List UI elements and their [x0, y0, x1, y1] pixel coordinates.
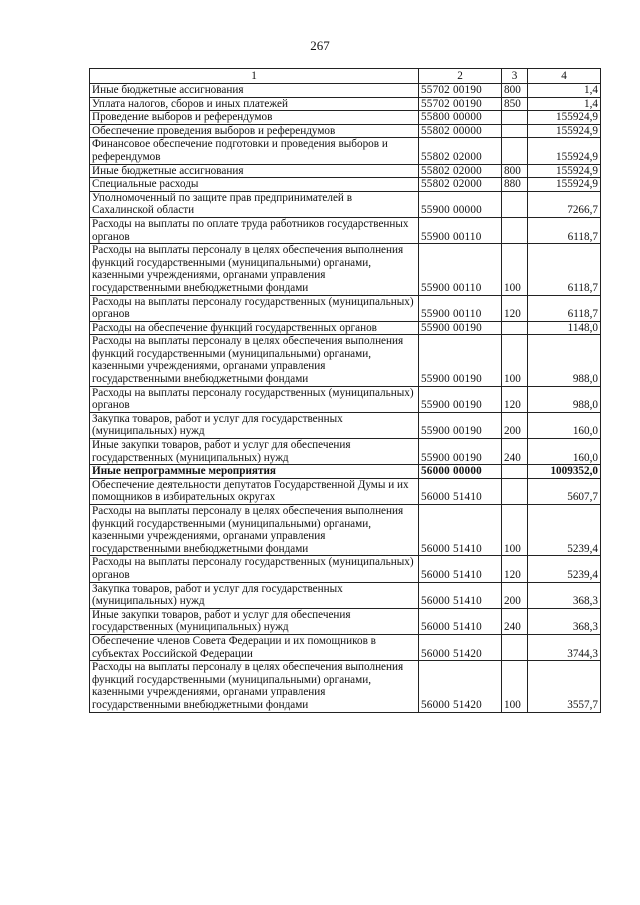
table-row: [90, 634, 601, 660]
row-code: 55900 00110: [419, 244, 502, 295]
table-row: [90, 191, 601, 217]
row-amount: 368,3: [528, 582, 601, 608]
row-code: 56000 51410: [419, 556, 502, 582]
row-code: 55900 00110: [419, 295, 502, 321]
row-code: 56000 51410: [419, 505, 502, 556]
table-row: [90, 386, 601, 412]
row-expense-type: 880: [502, 178, 528, 192]
table-row: [90, 178, 601, 192]
row-description: Расходы на выплаты персоналу в целях обеспечения выполнения функций государственными (муниципальными) органами, казенными учреждениями, органами управления государственными внебюджетными фондами: [90, 505, 419, 556]
row-amount: 3557,7: [528, 661, 601, 712]
row-amount: 5239,4: [528, 505, 601, 556]
row-amount: 1009352,0: [528, 465, 601, 479]
row-code: 55702 00190: [419, 97, 502, 111]
table-row: [90, 582, 601, 608]
row-code: 56000 00000: [419, 465, 502, 479]
row-amount: 1,4: [528, 97, 601, 111]
row-code: 56000 51420: [419, 634, 502, 660]
row-amount: 6118,7: [528, 217, 601, 243]
table-row: [90, 138, 601, 164]
row-code: 55900 00190: [419, 386, 502, 412]
row-code: 56000 51410: [419, 478, 502, 504]
row-expense-type: [502, 138, 528, 164]
row-description: Обеспечение членов Совета Федерации и их помощников в субъектах Российской Федерации: [90, 634, 419, 660]
row-description: Расходы на обеспечение функций государственных органов: [90, 321, 419, 335]
table-row: [90, 465, 601, 479]
row-description: Расходы на выплаты персоналу государственных (муниципальных) органов: [90, 386, 419, 412]
row-description: Иные непрограммные мероприятия: [90, 465, 419, 479]
row-code: 55802 02000: [419, 178, 502, 192]
row-expense-type: [502, 191, 528, 217]
table-row: [90, 608, 601, 634]
row-amount: 3744,3: [528, 634, 601, 660]
row-description: Расходы на выплаты персоналу государственных (муниципальных) органов: [90, 295, 419, 321]
row-description: Расходы на выплаты персоналу в целях обеспечения выполнения функций государственными (муниципальными) органами, казенными учреждениями, органами управления государственными внебюджетными фондами: [90, 661, 419, 712]
row-code: 55900 00190: [419, 335, 502, 386]
row-description: Иные бюджетные ассигнования: [90, 164, 419, 178]
row-description: Специальные расходы: [90, 178, 419, 192]
row-code: 55900 00110: [419, 217, 502, 243]
row-amount: 5607,7: [528, 478, 601, 504]
row-code: 55802 02000: [419, 164, 502, 178]
row-expense-type: [502, 321, 528, 335]
row-code: 55900 00190: [419, 321, 502, 335]
row-amount: 988,0: [528, 386, 601, 412]
row-code: 55800 00000: [419, 111, 502, 125]
row-amount: 368,3: [528, 608, 601, 634]
row-expense-type: 800: [502, 84, 528, 98]
table-row: [90, 84, 601, 98]
row-amount: 1148,0: [528, 321, 601, 335]
row-code: 55900 00190: [419, 412, 502, 438]
row-code: 55702 00190: [419, 84, 502, 98]
row-description: Закупка товаров, работ и услуг для государственных (муниципальных) нужд: [90, 582, 419, 608]
row-amount: 155924,9: [528, 178, 601, 192]
row-code: 56000 51420: [419, 661, 502, 712]
row-amount: 155924,9: [528, 124, 601, 138]
table-row: [90, 124, 601, 138]
row-expense-type: 100: [502, 244, 528, 295]
row-amount: 988,0: [528, 335, 601, 386]
row-expense-type: 800: [502, 164, 528, 178]
row-amount: 6118,7: [528, 295, 601, 321]
row-amount: 160,0: [528, 439, 601, 465]
row-expense-type: 100: [502, 661, 528, 712]
row-description: Финансовое обеспечение подготовки и проведения выборов и референдумов: [90, 138, 419, 164]
table-row: [90, 217, 601, 243]
row-expense-type: 200: [502, 412, 528, 438]
row-expense-type: 120: [502, 386, 528, 412]
table-row: [90, 295, 601, 321]
row-expense-type: [502, 465, 528, 479]
row-expense-type: 240: [502, 608, 528, 634]
table-row: [90, 321, 601, 335]
row-description: Расходы на выплаты персоналу в целях обеспечения выполнения функций государственными (муниципальными) органами, казенными учреждениями, органами управления государственными внебюджетными фондами: [90, 335, 419, 386]
row-expense-type: [502, 634, 528, 660]
row-expense-type: 100: [502, 335, 528, 386]
row-code: 56000 51410: [419, 582, 502, 608]
row-description: Расходы на выплаты персоналу в целях обеспечения выполнения функций государственными (муниципальными) органами, казенными учреждениями, органами управления государственными внебюджетными фондами: [90, 244, 419, 295]
table-header-row: [90, 69, 601, 84]
row-code: 55802 02000: [419, 138, 502, 164]
table-row: [90, 164, 601, 178]
row-expense-type: 240: [502, 439, 528, 465]
table-row: [90, 505, 601, 556]
row-amount: 1,4: [528, 84, 601, 98]
row-description: Иные закупки товаров, работ и услуг для обеспечения государственных (муниципальных) нужд: [90, 439, 419, 465]
table-row: [90, 661, 601, 712]
row-amount: 155924,9: [528, 111, 601, 125]
row-expense-type: 100: [502, 505, 528, 556]
row-code: 55900 00000: [419, 191, 502, 217]
row-amount: 155924,9: [528, 164, 601, 178]
row-amount: 5239,4: [528, 556, 601, 582]
row-expense-type: [502, 478, 528, 504]
row-description: Расходы на выплаты по оплате труда работников государственных органов: [90, 217, 419, 243]
table-row: [90, 412, 601, 438]
table-row: [90, 335, 601, 386]
row-code: 55900 00190: [419, 439, 502, 465]
row-description: Проведение выборов и референдумов: [90, 111, 419, 125]
row-code: 55802 00000: [419, 124, 502, 138]
row-expense-type: [502, 124, 528, 138]
row-expense-type: 200: [502, 582, 528, 608]
row-expense-type: 120: [502, 295, 528, 321]
table-row: [90, 439, 601, 465]
row-expense-type: 850: [502, 97, 528, 111]
row-description: Закупка товаров, работ и услуг для государственных (муниципальных) нужд: [90, 412, 419, 438]
budget-table: [89, 68, 601, 713]
row-description: Расходы на выплаты персоналу государственных (муниципальных) органов: [90, 556, 419, 582]
row-description: Иные бюджетные ассигнования: [90, 84, 419, 98]
row-description: Уплата налогов, сборов и иных платежей: [90, 97, 419, 111]
table-row: [90, 478, 601, 504]
row-expense-type: 120: [502, 556, 528, 582]
header-col-2: 2: [419, 69, 502, 84]
table-row: [90, 97, 601, 111]
row-description: Уполномоченный по защите прав предпринимателей в Сахалинской области: [90, 191, 419, 217]
row-description: Обеспечение деятельности депутатов Государственной Думы и их помощников в избирательных округах: [90, 478, 419, 504]
row-description: Обеспечение проведения выборов и референдумов: [90, 124, 419, 138]
row-amount: 6118,7: [528, 244, 601, 295]
table-row: [90, 556, 601, 582]
row-code: 56000 51410: [419, 608, 502, 634]
table-body: [90, 84, 601, 713]
header-col-4: 4: [528, 69, 601, 84]
row-amount: 160,0: [528, 412, 601, 438]
row-amount: 7266,7: [528, 191, 601, 217]
table-row: [90, 111, 601, 125]
table-row: [90, 244, 601, 295]
row-amount: 155924,9: [528, 138, 601, 164]
row-description: Иные закупки товаров, работ и услуг для обеспечения государственных (муниципальных) нужд: [90, 608, 419, 634]
row-expense-type: [502, 217, 528, 243]
header-col-1: 1: [90, 69, 419, 84]
row-expense-type: [502, 111, 528, 125]
page-number: 267: [310, 38, 330, 53]
header-col-3: 3: [502, 69, 528, 84]
